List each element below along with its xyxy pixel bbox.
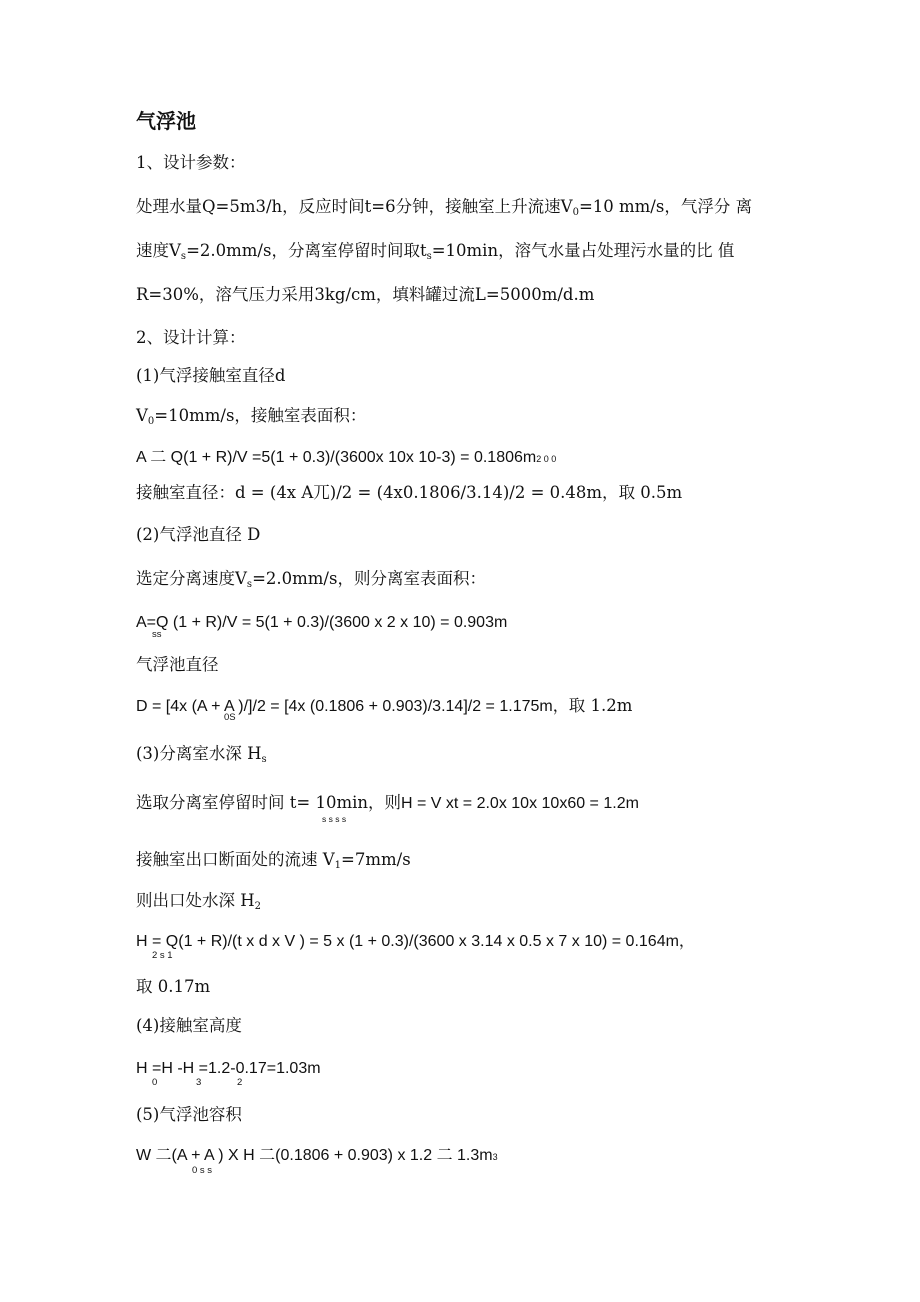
outlet-depth-take: 取 0.17m: [136, 977, 211, 996]
separation-area-subscript: ss: [152, 629, 162, 640]
tank-volume-formula-tail: 3: [492, 1152, 498, 1162]
outlet-velocity-a: 接触室出口断面处的流速 V: [136, 850, 335, 869]
subsection-heading-3: [136, 746, 267, 765]
contact-diameter-line: [136, 485, 682, 502]
param-line-1: [136, 199, 752, 218]
outlet-depth-a: 则出口处水深 H: [136, 891, 255, 910]
param-line-1-text: 处理水量Q=5m3/h，反应时间t=6分钟，接触室上升流速V: [136, 197, 573, 216]
param-line-1-tail: =10 mm/s，气浮分 离: [578, 197, 753, 216]
contact-height-sub-0: 0: [152, 1077, 158, 1088]
param-line-2-sub1: s: [180, 251, 187, 262]
tank-diameter-subscript: 0S: [224, 712, 236, 723]
outlet-velocity-sub: 1: [334, 860, 342, 871]
tank-diameter-formula-text: D = [4x (A + A )/]/2 = [4x (0.1806 + 0.903)/3.14]/2 = 1.175m，: [136, 698, 569, 715]
separation-area-b: =Q (1 + R)/V = 5(1 + 0.3)/(3600 x 2 x 10) = 0.903m: [146, 614, 508, 631]
contact-height-formula: H =H -H =1.2-0.17=1.03m: [136, 1060, 321, 1077]
contact-area-formula: [136, 450, 556, 466]
subsection-heading-2: (2)气浮池直径 D: [136, 525, 261, 544]
param-line-2-b: =2.0mm/s，分离室停留时间取t: [186, 241, 427, 260]
subsection-heading-4: (4)接触室高度: [136, 1016, 242, 1035]
outlet-depth-formula: H = Q(1 + R)/(t x d x V ) = 5 x (1 + 0.3)/(3600 x 3.14 x 0.5 x 7 x 10) = 0.164m，: [136, 933, 695, 950]
param-line-1-sub: 0: [572, 207, 579, 218]
contact-diameter-take: 取 0.5m: [618, 483, 683, 502]
separation-speed-a: 选定分离速度V: [136, 569, 247, 588]
separation-area-formula: [136, 615, 507, 631]
subsection-heading-3-text: (3)分离室水深 H: [136, 744, 262, 763]
outlet-velocity-line: [136, 852, 411, 871]
separation-speed-line: [136, 571, 486, 590]
contact-diameter-formula: 接触室直径：d = (4x A兀)/2 = (4x0.1806/3.14)/2 = 0.48m，: [136, 483, 619, 502]
tank-diameter-formula: [136, 698, 632, 715]
contact-height-sub-3: 3: [196, 1077, 202, 1088]
param-line-2-a: 速度V: [136, 241, 181, 260]
v0-rest: =10mm/s，接触室表面积：: [154, 406, 367, 425]
v0-line: [136, 408, 366, 427]
param-line-2: [136, 243, 734, 262]
param-line-3: R=30%，溶气压力采用3kg/cm，填料罐过流L=5000m/d.m: [136, 285, 595, 304]
retention-line: [136, 795, 639, 812]
retention-a: 选取分离室停留时间 t= 10min，则: [136, 793, 401, 812]
section-heading-design-params: 1、设计参数：: [136, 153, 246, 172]
outlet-depth-subscripts: 2 s 1: [152, 950, 173, 961]
tank-volume-formula: [136, 1148, 498, 1164]
subsection-heading-3-sub: s: [261, 754, 267, 765]
outlet-depth-sub: 2: [254, 901, 262, 912]
tank-volume-subscripts: 0 s s: [192, 1165, 213, 1176]
separation-speed-sub: s: [246, 579, 253, 590]
separation-area-a: A: [136, 614, 147, 631]
contact-height-sub-2: 2: [237, 1077, 243, 1088]
contact-area-formula-tail: 2 0 0: [536, 454, 557, 464]
section-heading-design-calc: 2、设计计算：: [136, 328, 246, 347]
tank-volume-formula-text: W 二(A + A ) X H 二(0.1806 + 0.903) x 1.2 二 1.3m: [136, 1147, 493, 1164]
tank-diameter-label: 气浮池直径: [136, 655, 219, 674]
param-line-2-sub2: s: [426, 251, 432, 262]
v0-label: V: [136, 406, 148, 425]
retention-subscripts: s s s s: [322, 814, 347, 824]
tank-diameter-take: 取 1.2m: [568, 696, 633, 715]
subsection-heading-1: (1)气浮接触室直径d: [136, 366, 286, 385]
retention-b: H = V xt = 2.0x 10x 10x60 = 1.2m: [401, 795, 639, 812]
param-line-2-c: =10min，溶气水量占处理污水量的比 值: [431, 241, 735, 260]
document-title: 气浮池: [136, 109, 196, 133]
outlet-depth-line: [136, 893, 261, 912]
subsection-heading-5: (5)气浮池容积: [136, 1105, 242, 1124]
outlet-velocity-b: =7mm/s: [341, 850, 411, 869]
v0-sub: 0: [147, 416, 155, 427]
separation-speed-b: =2.0mm/s，则分离室表面积：: [252, 569, 486, 588]
contact-area-formula-text: A 二 Q(1 + R)/V =5(1 + 0.3)/(3600x 10x 10-3) = 0.1806m: [136, 449, 537, 466]
